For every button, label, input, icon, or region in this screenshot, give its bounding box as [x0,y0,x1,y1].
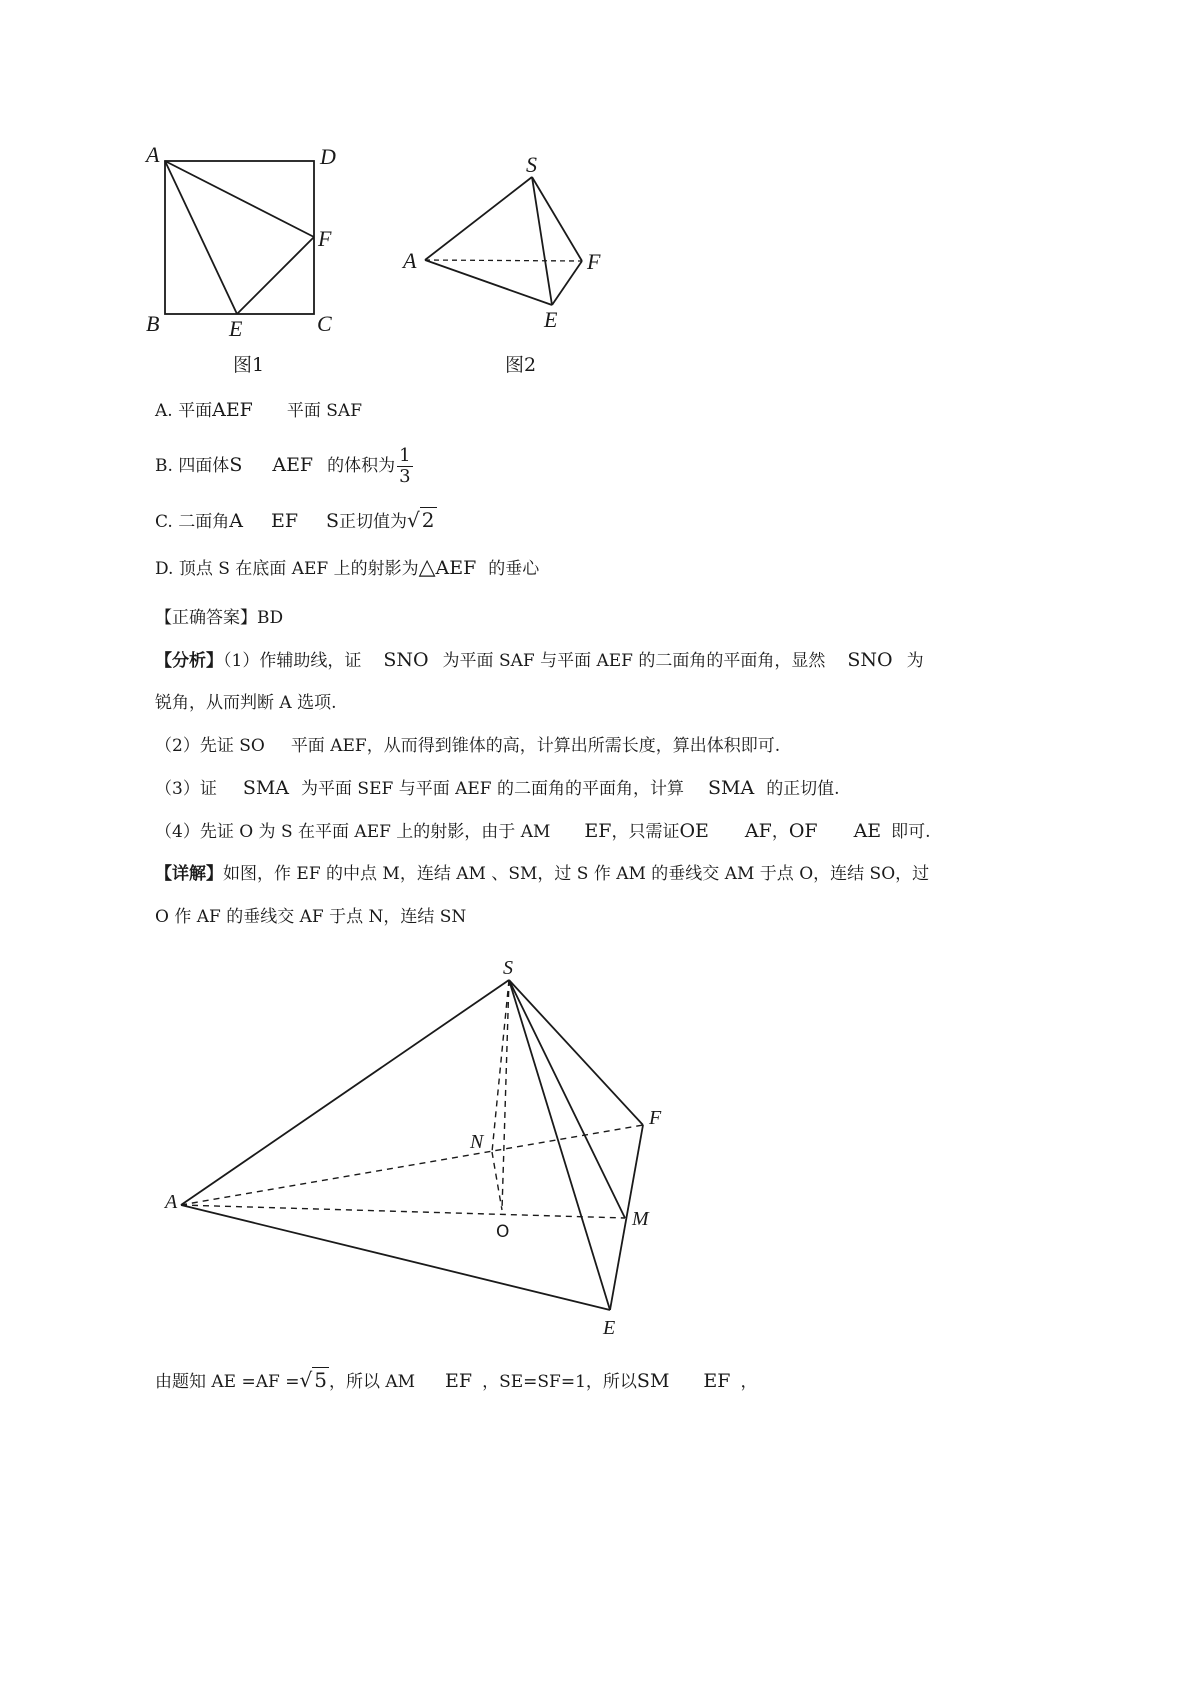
detail-l2: O 作 AF 的垂线交 AF 于点 N，连结 SN [155,907,467,927]
label-e: E [603,1317,616,1335]
option-c-text2: 正切值为 [339,512,408,532]
figure-2 [400,148,620,338]
analysis-p3c: 的正切值. [766,779,840,799]
analysis-p4m2: OE [679,820,709,842]
option-b-math2: AEF [272,454,314,476]
detail-l3d: ， [740,1372,758,1392]
label-a: A [165,1191,178,1213]
sqrt-5-radicand: 5 [314,1368,327,1392]
edge-se [509,980,610,1310]
analysis-p3b: 为平面 SEF 与平面 AEF 的二面角的平面角，计算 [301,779,684,799]
sqrt-5: √ 5 [299,1368,327,1392]
edge-se [532,177,552,305]
analysis-p4b: ，只需证 [611,822,680,842]
label-f: F [587,249,601,274]
option-b-math1: S [229,454,243,476]
detail-l3a: 由题知 AE =AF = [155,1372,300,1392]
edge-ef [552,261,582,305]
figure-3 [150,950,710,1335]
detail-l3c: ，SE=SF=1，所以 [482,1372,637,1392]
label-e: E [544,307,558,332]
edge-ae [181,1205,610,1310]
option-d-text2: 的垂心 [488,559,540,579]
analysis-p1a: （1）作辅助线，证 [223,651,362,671]
analysis-p1c: 为 [906,651,924,671]
option-c-math1: A [229,510,243,532]
segment-ef [237,237,314,314]
analysis-line-2 [155,691,337,715]
analysis-p4a: （4）先证 O 为 S 在平面 AEF 上的射影，由于 AM [155,822,551,842]
figure-2-caption: 图2 [505,354,537,376]
option-d-prefix: D. [155,559,174,579]
analysis-p4m3: AF [744,820,772,842]
edge-sf [532,177,582,261]
segment-no-hidden [492,1152,502,1210]
label-a: A [146,142,160,167]
analysis-p2b: 平面 AEF，从而得到锥体的高，计算出所需长度，算出体积即可. [290,736,781,756]
analysis-p4c: ， [771,822,789,842]
analysis-p3m2: SMA [707,777,755,799]
analysis-line-4 [155,776,840,801]
segment-am-hidden [181,1205,625,1218]
label-m: M [632,1208,649,1230]
segment-af [165,161,314,237]
option-c-math3: S [326,510,340,532]
label-n: N [470,1131,484,1153]
label-f: F [649,1107,662,1129]
figure-3-svg [150,950,710,1335]
option-a [155,398,362,423]
fraction-denominator: 3 [399,466,411,487]
option-b-prefix: B. [155,456,173,476]
edge-sa [181,980,509,1205]
option-b [155,446,413,487]
figure-1-svg [140,140,350,345]
segment-sn-hidden [492,980,509,1152]
option-a-text2: 平面 SAF [286,401,362,421]
option-a-text1: 平面 [178,401,213,421]
label-s: S [526,152,537,177]
option-d-math1: AEF [435,557,477,579]
detail-l3b: ，所以 AM [328,1372,416,1392]
fraction-numerator: 1 [399,445,411,466]
option-b-text2: 的体积为 [327,456,396,476]
analysis-p4m1: EF [584,820,612,842]
label-e: E [229,316,243,341]
segment-ae [165,161,237,314]
label-b: B [146,311,160,336]
analysis-line-3 [155,734,780,758]
option-a-math1: AEF [212,399,253,421]
detail-l1: 如图，作 EF 的中点 M，连结 AM 、SM，过 S 作 AM 的垂线交 AM 于点 O，连结 SO，过 [223,864,930,884]
edge-sm [509,980,625,1218]
analysis-p4m4: OF [788,820,818,842]
option-c-math2: EF [270,510,299,532]
analysis-p4m5: AE [853,820,882,842]
label-o: O [496,1222,510,1242]
figure-1 [140,140,350,345]
detail-line-1 [155,862,929,886]
detail-label: 【详解】 [155,864,223,884]
option-a-prefix: A. [155,401,173,421]
square-abcd [165,161,314,314]
figure-2-svg [400,148,620,338]
analysis-p2a: （2）先证 SO [155,736,265,756]
option-c-prefix: C. [155,512,173,532]
correct-answer [155,606,283,630]
label-f: F [318,226,332,251]
triangle-symbol: △ [418,555,436,580]
option-c-text1: 二面角 [178,512,230,532]
analysis-p3m1: SMA [242,777,290,799]
analysis-p4d: 即可. [891,822,931,842]
label-c: C [317,311,332,336]
option-d [155,556,539,581]
analysis-p1m1: SNO [383,649,429,671]
analysis-p3a: （3）证 [155,779,217,799]
detail-l3m3: EF [703,1370,731,1392]
answer-label: 【正确答案】 [155,608,257,628]
analysis-line-5 [155,819,931,844]
analysis-p1b: 为平面 SAF 与平面 AEF 的二面角的平面角，显然 [442,651,826,671]
analysis-p1d: 锐角，从而判断 A 选项. [155,693,337,713]
option-c [155,508,437,534]
option-d-text1: 顶点 S 在底面 AEF 上的射影为 [178,559,419,579]
analysis-label: 【分析】 [155,651,223,671]
figure-1-caption: 图1 [233,354,265,376]
detail-l3m1: EF [445,1370,473,1392]
detail-l3m2: SM [636,1370,670,1392]
answer-value: BD [257,608,284,628]
edge-ae [425,260,552,305]
label-s: S [503,957,513,979]
detail-line-2 [155,905,466,929]
fraction-one-third [397,446,412,487]
label-a: A [403,248,417,273]
edge-sf [509,980,643,1125]
edge-sa [425,177,532,260]
label-d: D [320,144,336,169]
sqrt-2-radicand: 2 [421,508,435,532]
detail-line-3 [155,1368,757,1394]
edge-af-hidden [425,260,582,261]
analysis-p1m2: SNO [847,649,893,671]
option-b-text1: 四面体 [178,456,230,476]
sqrt-2: √ 2 [407,508,435,532]
analysis-line-1 [155,648,924,673]
